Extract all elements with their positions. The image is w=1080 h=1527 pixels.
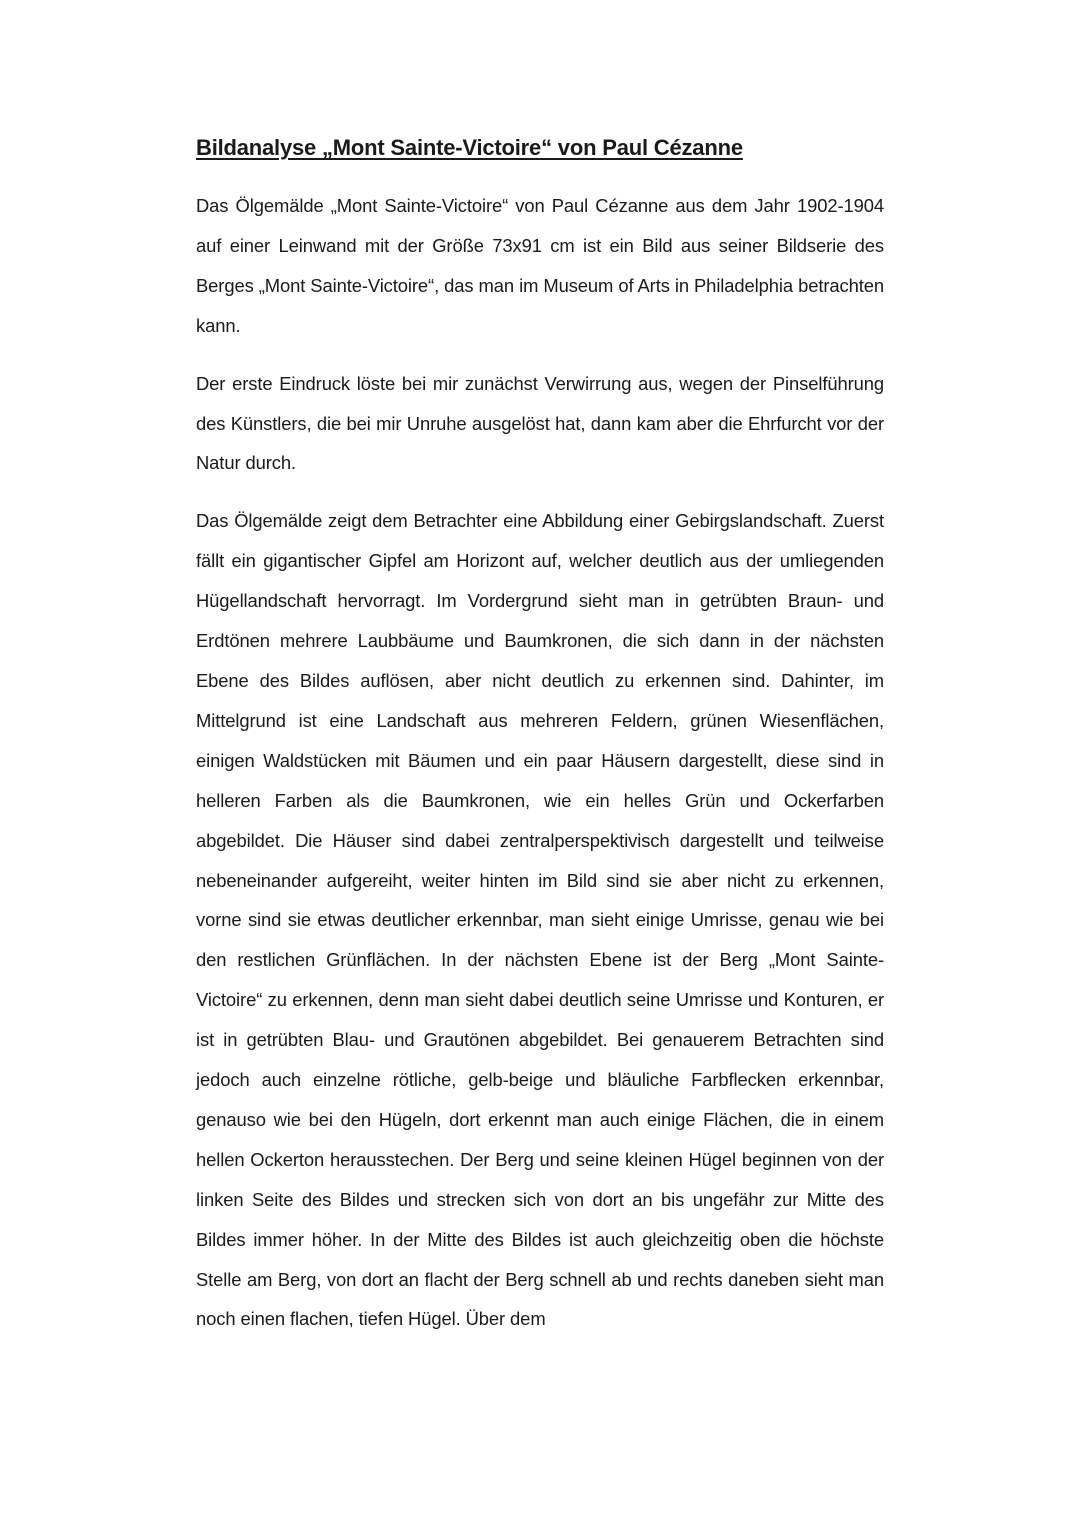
paragraph-description: Das Ölgemälde zeigt dem Betrachter eine Abbildung einer Gebirgslandschaft. Zuerst fällt ein gigantischer Gipfel am Horizont auf, welcher deutlich aus der umliegenden Hügellandschaft hervorragt. Im Vordergrund sieht man in getrübten Braun- und Erdtönen mehrere Laubbäume und Baumkronen, die sich dann in der nächsten Ebene des Bildes auflösen, aber nicht deutlich zu erkennen sind. Dahinter, im Mittelgrund ist eine Landschaft aus mehreren Feldern, grünen Wiesenflächen, einigen Waldstücken mit Bäumen und ein paar Häusern dargestellt, diese sind in helleren Farben als die Baumkronen, wie ein helles Grün und Ockerfarben abgebildet. Die Häuser sind dabei zentralperspektivisch dargestellt und teilweise nebeneinander aufgereiht, weiter hinten im Bild sind sie aber nicht zu erkennen, vorne sind sie etwas deutlicher erkennbar, man sieht einige Umrisse, genau wie bei den restlichen Grünflächen. In der nächsten Ebene ist der Berg „Mont Sainte-Victoire“ zu erkennen, denn man sieht dabei deutlich seine Umrisse und Konturen, er ist in getrübten Blau- und Grautönen abgebildet. Bei genauerem Betrachten sind jedoch auch einzelne rötliche, gelb-beige und bläuliche Farbflecken erkennbar, genauso wie bei den Hügeln, dort erkennt man auch einige Flächen, die in einem hellen Ockerton herausstechen. Der Berg und seine kleinen Hügel beginnen von der linken Seite des Bildes und strecken sich von dort an bis ungefähr zur Mitte des Bildes immer höher. In der Mitte des Bildes ist auch gleichzeitig oben die höchste Stelle am Berg, von dort an flacht der Berg schnell ab und rechts daneben sieht man noch einen flachen, tiefen Hügel. Über dem	[196, 510, 884, 1330]
paragraph-first-impression: Der erste Eindruck löste bei mir zunächst Verwirrung aus, wegen der Pinselführung des Künstlers, die bei mir Unruhe ausgelöst hat, dann kam aber die Ehrfurcht vor der Natur durch.	[196, 372, 884, 474]
document-title: Bildanalyse „Mont Sainte-Victoire“ von Paul Cézanne	[196, 135, 743, 160]
document-body	[196, 130, 884, 1357]
paragraph-intro: Das Ölgemälde „Mont Sainte-Victoire“ von Paul Cézanne aus dem Jahr 1902-1904 auf einer Leinwand mit der Größe 73x91 cm ist ein Bild aus seiner Bildserie des Berges „Mont Sainte-Victoire“, das man im Museum of Arts in Philadelphia betrachten kann.	[196, 195, 884, 336]
